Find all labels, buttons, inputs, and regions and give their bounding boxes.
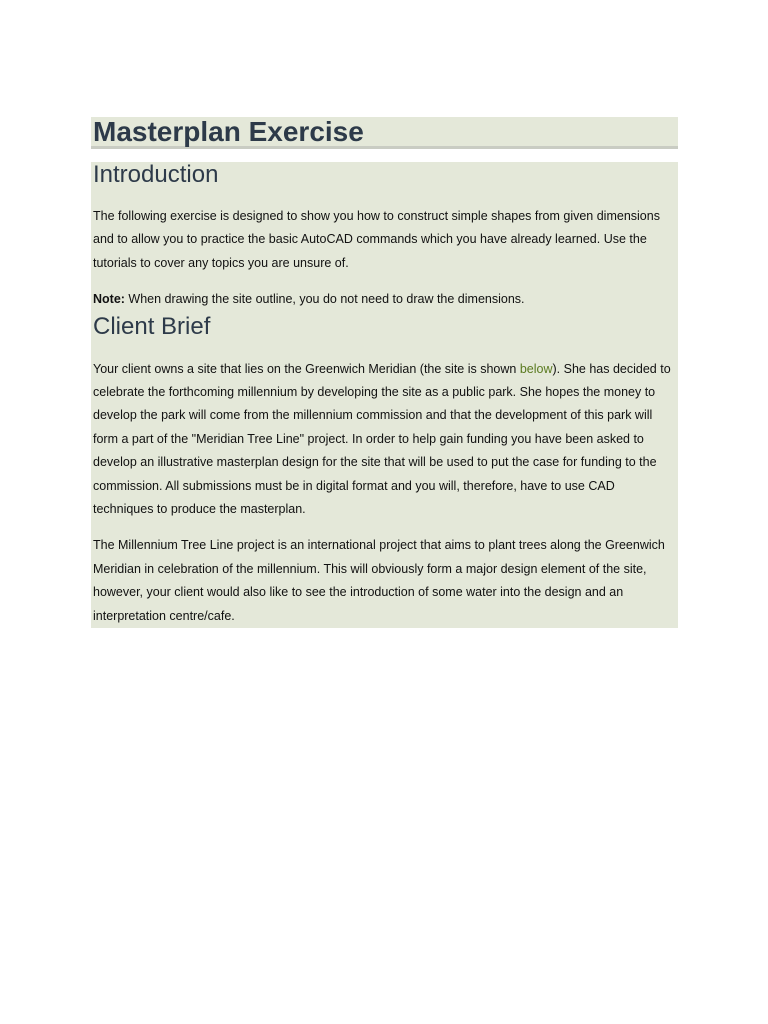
introduction-paragraph: The following exercise is designed to show you how to construct simple shapes from given dimensions and to allow you to practice the basic AutoCAD commands which you have already learned. Use the tutorials to cover any topics you are unsure of. [93,209,660,270]
note-text: When drawing the site outline, you do not need to draw the dimensions. [124,292,525,307]
title-bar [91,117,678,149]
document-page [91,117,678,628]
tree-line-paragraph: The Millennium Tree Line project is an international project that aims to plant trees along the Greenwich Meridian in celebration of the millennium. This will obviously form a major design element of the site, however, your client would also like to see the introduction of some water into the design and an interpretation centre/cafe. [93,538,665,623]
below-link[interactable]: below [519,361,553,376]
introduction-heading: Introduction [93,161,219,188]
client-brief-paragraph [93,342,674,522]
client-brief-text-start: Your client owns a site that lies on the Greenwich Meridian (the site is shown [93,361,520,376]
page-title: Masterplan Exercise [93,116,364,147]
note-paragraph [93,275,674,311]
content-panel [91,162,678,628]
note-label: Note: [93,292,125,307]
client-brief-text-end: ). She has decided to celebrate the forthcoming millennium by developing the site as a public park. She hopes the money to develop the park will come from the millennium commission and that the development of this park will form a part of the "Meridian Tree Line" project. In order to help gain funding you have been asked to develop an illustrative masterplan design for the site that will be used to put the case for funding to the commission. All submissions must be in digital format and you will, therefore, have to use CAD techniques to produce the masterplan. [93,361,671,517]
client-brief-heading: Client Brief [93,312,211,340]
